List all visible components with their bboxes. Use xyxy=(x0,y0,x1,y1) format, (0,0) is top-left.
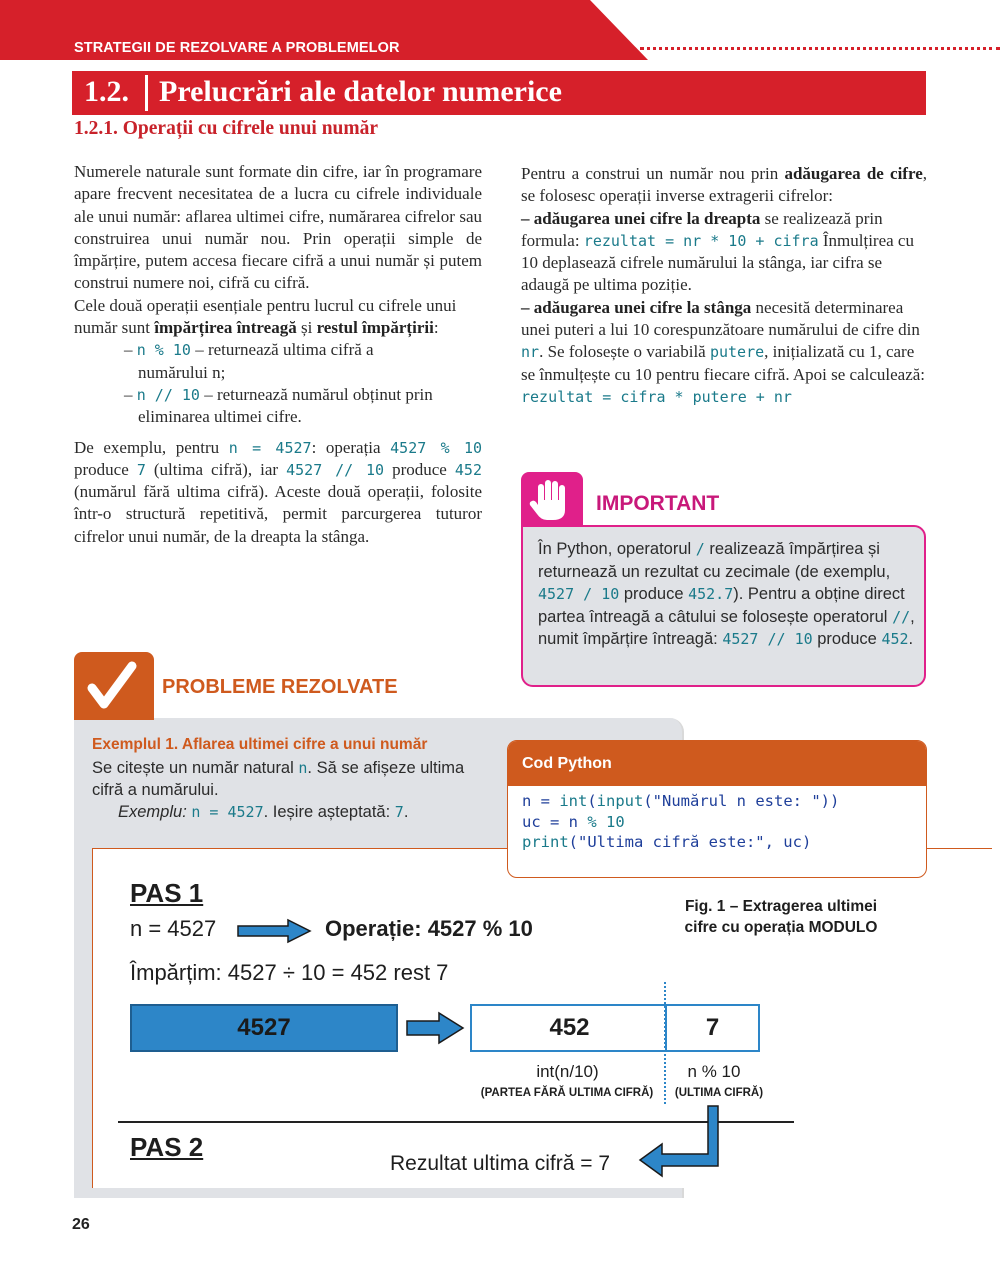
division-label: Împărțim: 4527 ÷ 10 = 452 rest 7 xyxy=(130,960,449,985)
left-digit-paragraph: – adăugarea unei cifre la stânga necesită determinarea unei puteri a lui 10 corespunzătoare numărului de cifre din nr. Se folosește o variabilă putere, inițializată cu 1, care se înmulțește cu 10 pentru fiecare cifră. Apoi se calculează: rezultat = cifra * putere + nr xyxy=(521,297,926,406)
arrow-right-icon xyxy=(405,1010,465,1046)
dotted-divider xyxy=(664,982,666,1104)
right-column xyxy=(521,163,927,408)
mod-label: n % 10 xyxy=(687,1062,741,1081)
remainder-value: 7 xyxy=(705,1014,720,1041)
int-sublabel: (PARTEA FĂRĂ ULTIMA CIFRĂ) xyxy=(480,1087,654,1099)
page-number: 26 xyxy=(72,1216,90,1233)
checkmark-icon xyxy=(74,652,154,720)
running-title: STRATEGII DE REZOLVARE A PROBLEMELOR xyxy=(74,40,400,56)
arrow-bend-left-icon xyxy=(636,1104,726,1184)
result-label: Rezultat ultima cifră = 7 xyxy=(390,1152,611,1175)
intro-paragraph: Numerele naturale sunt formate din cifre, iar în programare apare frecvent necesitatea de a lucra cu cifrele individuale ale unui număr: aflarea ultimei cifre, numărarea cifrelor sau construirea unui număr nou. Prin operații simple de împărțire, putem accesa fiecare cifră a unui număr și putem construi numere noi, cifră cu cifră. xyxy=(74,162,482,293)
operations-paragraph: Cele două operații esențiale pentru lucrul cu cifrele unui număr sunt împărțirea întreagă și restul împărțirii: xyxy=(74,295,457,338)
section-heading-bar xyxy=(72,71,926,115)
operation-label: Operație: 4527 % 10 xyxy=(325,916,533,941)
code-header xyxy=(508,741,926,786)
step1-label: PAS 1 xyxy=(130,878,204,908)
construction-paragraph: Pentru a construi un număr nou prin adăugarea de cifre, se folosesc operații inverse extragerii cifrelor: xyxy=(521,164,927,206)
quotient-remainder-box xyxy=(470,1004,760,1052)
example-statement: Se citește un număr natural n. Să se afișeze ultima cifră a numărului. Exemplu: n = 4527. Ieșire așteptată: 7. xyxy=(92,759,465,821)
problems-title: PROBLEME REZOLVATE xyxy=(162,676,398,698)
example-title: Exemplul 1. Aflarea ultimei cifre a unui număr xyxy=(92,736,428,753)
code-header-label: Cod Python xyxy=(522,755,612,772)
important-tab xyxy=(521,472,583,527)
arrow-right-icon xyxy=(236,918,312,944)
quotient-value: 452 xyxy=(549,1014,590,1041)
number-box: 4527 xyxy=(130,1004,398,1052)
code-line: uc = n % 10 xyxy=(522,812,625,831)
subsection-title: 1.2.1. Operații cu cifrele unui număr xyxy=(74,118,379,139)
left-column xyxy=(74,161,482,548)
mod-sublabel: (ULTIMA CIFRĂ) xyxy=(674,1087,764,1099)
n-value-label: n = 4527 xyxy=(130,916,217,941)
code-box xyxy=(507,740,927,878)
section-separator xyxy=(145,75,148,111)
header-dotted-rule xyxy=(640,47,1000,50)
code-lines xyxy=(522,791,839,853)
list-item: – n // 10 – returnează numărul obținut prin eliminarea ultimei cifre. xyxy=(124,384,433,427)
code-line: print("Ultima cifră este:", uc) xyxy=(522,833,812,851)
figure-caption: Fig. 1 – Extragerea ultimei cifre cu operația MODULO xyxy=(684,898,878,936)
section-number: 1.2. xyxy=(84,75,129,108)
hand-stop-icon xyxy=(521,472,583,527)
int-label: int(n/10) xyxy=(536,1062,599,1081)
example-paragraph: De exemplu, pentru n = 4527: operația 4527 % 10 produce 7 (ultima cifră), iar 4527 // 10 produce 452 (numărul fără ultima cifră). Aceste două operații, folosite într-o structură repetitivă, permit parcurgerea tuturor cifrelor unui număr, de la dreapta la stânga. xyxy=(74,437,483,546)
step2-label: PAS 2 xyxy=(130,1132,204,1162)
code-line: n = int(input("Numărul n este: ")) xyxy=(522,792,840,810)
list-item: – n % 10 – returnează ultima cifră a numărului n; xyxy=(124,340,374,382)
section-title: Prelucrări ale datelor numerice xyxy=(159,75,562,108)
right-digit-paragraph: – adăugarea unei cifre la dreapta se realizează prin formula: rezultat = nr * 10 + cifra Înmulțirea cu 10 deplasează cifrele numărului la stânga, iar cifra se adaugă pe ultima poziție. xyxy=(521,208,914,295)
problems-tab xyxy=(74,652,154,720)
important-text: În Python, operatorul / realizează împărțirea și returnează un rezultat cu zecimale (de exemplu, 4527 / 10 produce 452.7). Pentru a obține direct partea întreagă a câtului se folosește operatorul //, numit împărțire întreagă: 4527 // 10 produce 452. xyxy=(538,540,915,649)
important-title: IMPORTANT xyxy=(596,492,720,515)
